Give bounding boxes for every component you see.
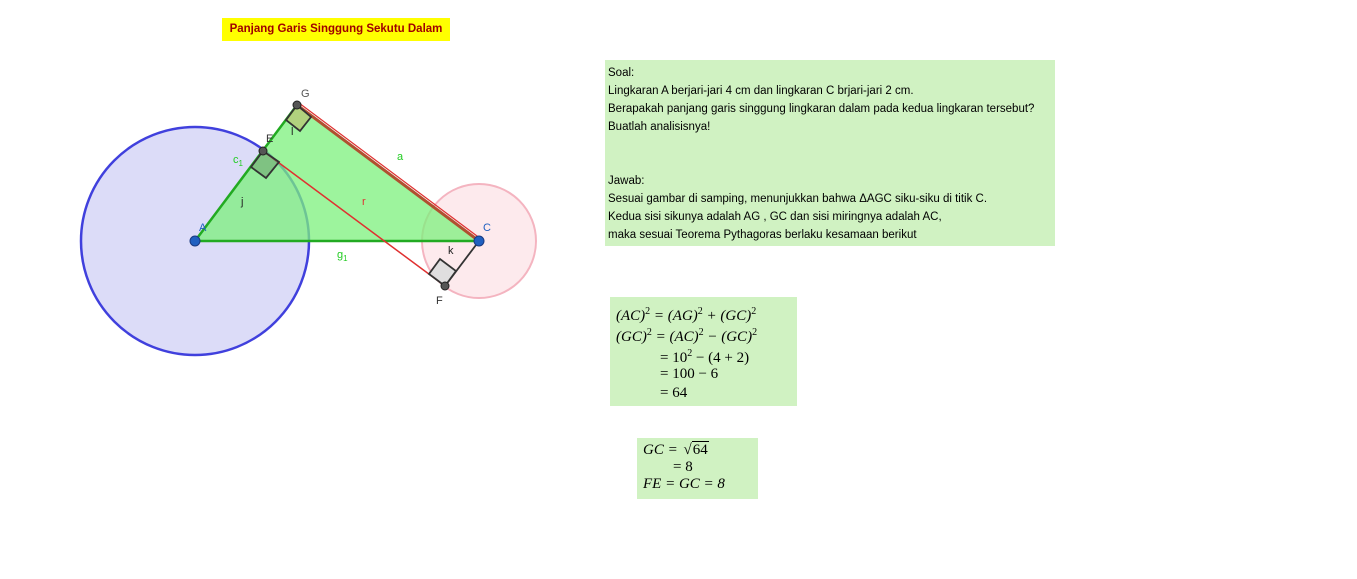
label-g: G — [301, 88, 310, 100]
equation-row-4: = 100 − 6 — [660, 366, 719, 382]
problem-line-1: Lingkaran A berjari-jari 4 cm dan lingkaran C brjari-jari 2 cm. — [608, 85, 914, 97]
problem-panel — [605, 60, 1055, 246]
answer-heading: Jawab: — [608, 175, 645, 187]
point-e[interactable] — [259, 147, 267, 155]
answer-line-3: maka sesuai Teorema Pythagoras berlaku kesamaan berikut — [608, 229, 917, 241]
equation-row-1: (AC)$^2$ = (AG)$^2$ + (GC)$^2$ — [616, 306, 757, 324]
point-f[interactable] — [441, 282, 449, 290]
result-equations — [637, 438, 758, 499]
label-e: E — [266, 133, 274, 145]
label-a: A — [199, 222, 207, 234]
problem-line-3: Buatlah analisisnya! — [608, 121, 711, 133]
point-g[interactable] — [293, 101, 301, 109]
page-title: Panjang Garis Singgung Sekutu Dalam — [222, 18, 450, 41]
point-a[interactable] — [190, 236, 200, 246]
label-j: j — [241, 196, 244, 208]
label-r: r — [362, 196, 366, 208]
label-a-side: a — [397, 151, 404, 163]
label-c1: $c_1$ — [233, 154, 243, 168]
result-row-3: FE = GC = 8 — [643, 476, 725, 492]
problem-heading: Soal: — [608, 67, 635, 79]
answer-line-1: Sesuai gambar di samping, menunjukkan bahwa ΔAGC siku-siku di titik C. — [608, 193, 988, 205]
label-l: l — [291, 126, 294, 138]
result-row-2: = 8 — [673, 459, 693, 475]
label-c: C — [483, 222, 491, 234]
equation-row-3: = $10^2 - (4 + 2)$ — [660, 348, 750, 366]
equation-row-5: = 64 — [660, 385, 688, 401]
pythagoras-equations — [610, 297, 797, 406]
equation-row-2: (GC)$^2$ = (AC)$^2$ − (GC)$^2$ — [616, 327, 758, 345]
problem-line-2: Berapakah panjang garis singgung lingkaran dalam pada kedua lingkaran tersebut? — [608, 103, 1035, 115]
result-row-1: GC = √64 — [643, 442, 708, 458]
answer-line-2: Kedua sisi sikunya adalah AG , GC dan sisi miringnya adalah AC, — [608, 211, 942, 223]
point-c[interactable] — [474, 236, 484, 246]
geometry-diagram — [0, 0, 600, 579]
label-g1: $g_1$ — [337, 249, 348, 263]
label-f: F — [436, 295, 443, 307]
label-k: k — [448, 245, 454, 257]
